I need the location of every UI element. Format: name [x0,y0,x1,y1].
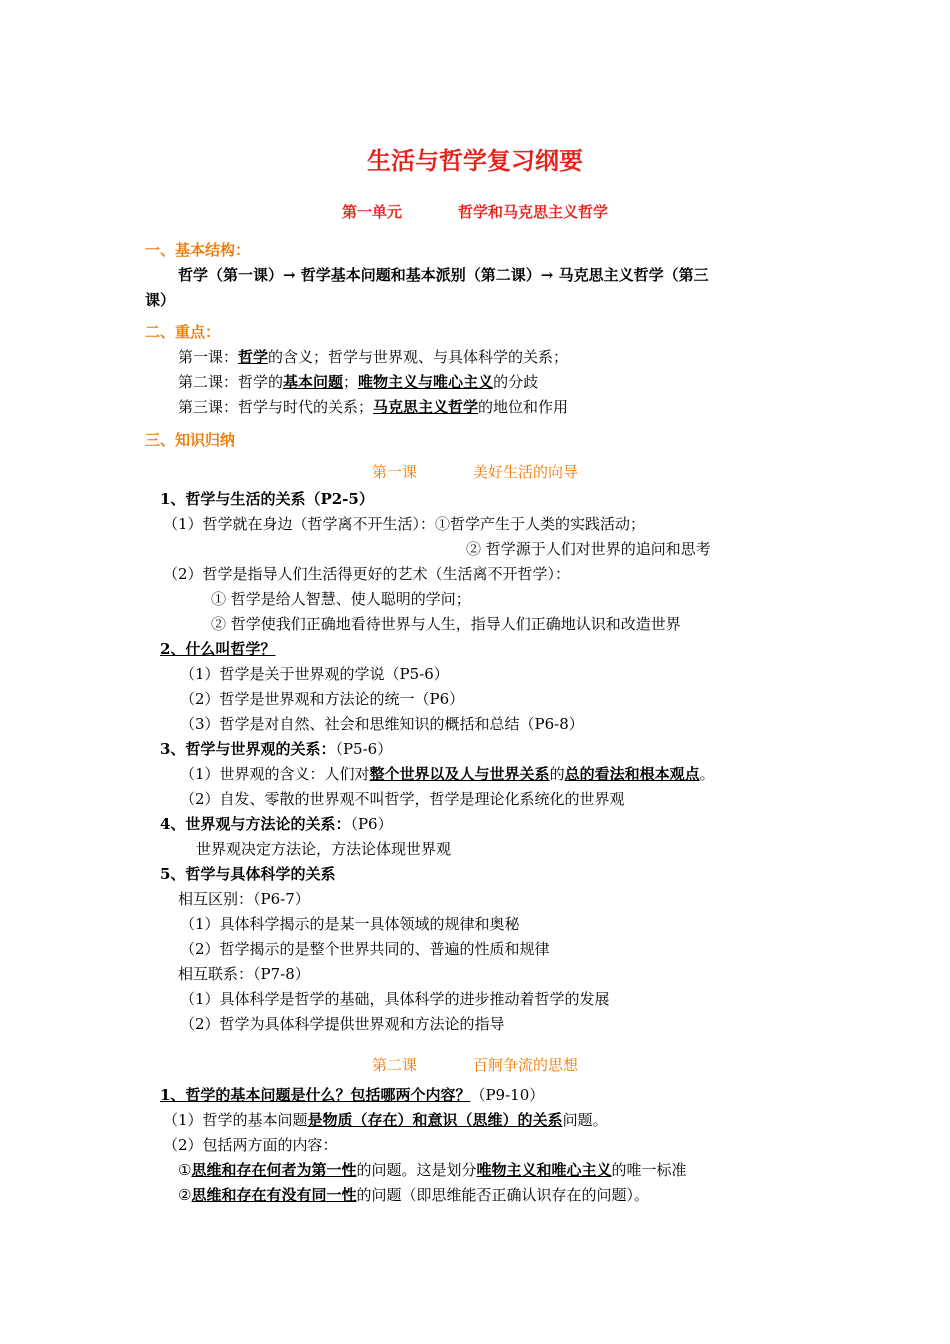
l1-q3-page: （P5-6） [335,740,393,758]
lesson1-heading [0,462,950,482]
l2-text: ② [178,1186,192,1204]
l1-q1-point1: （1）哲学就在身边（哲学离不开生活）：①哲学产生于人类的实践活动； [163,515,646,533]
q3-text: 的 [549,765,565,783]
l1-q4-text: 世界观决定方法论，方法论体现世界观 [196,840,452,858]
l2-term: 思维和存在何者为第一性 [191,1161,357,1179]
l1-q5-diff: 相互区别：（P6-7） [178,890,310,908]
lesson1-label: 第一课 [371,463,417,481]
l1-q1-title: 1、哲学与生活的关系（P2-5） [160,490,374,508]
l1-q1-point2a: ① 哲学是给人智慧、使人聪明的学问； [211,590,471,608]
key-term: 唯物主义与唯心主义 [358,373,494,391]
section1-heading: 一、基本结构： [145,241,251,259]
structure-line2: 课） [145,291,176,309]
q3-text: 。 [699,765,715,783]
l1-q4-title: 4、世界观与方法论的关系： [160,815,351,833]
key-point-3 [178,397,568,417]
lesson2-label: 第二课 [371,1056,417,1074]
key-text: 的分歧 [493,373,539,391]
key-text: 第三课：哲学与时代的关系； [178,398,374,416]
lesson2-heading [0,1055,950,1075]
l1-q1-point2b: ② 哲学使我们正确地看待世界与人生，指导人们正确地认识和改造世界 [211,615,681,633]
l2-term: 是物质（存在）和意识（思维）的关系 [307,1111,563,1129]
key-text: 第二课：哲学的 [178,373,284,391]
l1-q5-diff1: （1）具体科学揭示的是某一具体领域的规律和奥秘 [180,915,520,933]
lesson1-name: 美好生活的向导 [473,463,579,481]
unit-label: 第一单元 [341,203,402,221]
section2-heading: 二、重点： [145,323,221,341]
l1-q3-title: 3、哲学与世界观的关系： [160,740,336,758]
l2-q1-point1 [163,1110,608,1130]
l1-q4-title-line [160,814,393,834]
l1-q5-link1: （1）具体科学是哲学的基础，具体科学的进步推动着哲学的发展 [180,990,610,1008]
unit-heading [0,202,950,222]
l1-q1-point1b: ② 哲学源于人们对世界的追问和思考 [466,540,711,558]
l1-q2-item1: （1）哲学是关于世界观的学说（P5-6） [180,665,449,683]
l1-q1-point2: （2）哲学是指导人们生活得更好的艺术（生活离不开哲学）： [163,565,571,583]
key-point-1 [178,347,568,367]
l2-q1-point2: （2）包括两方面的内容： [163,1136,338,1154]
q3-text: （1）世界观的含义：人们对 [180,765,370,783]
section3-heading: 三、知识归纳 [145,431,236,449]
l2-term: 唯物主义和唯心主义 [476,1161,612,1179]
page-title: 生活与哲学复习纲要 [367,146,583,175]
l1-q2-title: 2、什么叫哲学？ [160,640,276,658]
l2-text: （1）哲学的基本问题 [163,1111,308,1129]
l1-q5-link: 相互联系：（P7-8） [178,965,310,983]
key-text: ； [343,373,359,391]
l2-text: 的问题。这是划分 [356,1161,477,1179]
l1-q5-title: 5、哲学与具体科学的关系 [160,865,336,883]
key-term: 马克思主义哲学 [373,398,479,416]
l2-text: 的问题（即思维能否正确认识存在的问题）。 [356,1186,649,1204]
l2-q1-page: （P9-10） [470,1086,545,1104]
key-term: 基本问题 [283,373,344,391]
lesson2-name: 百舸争流的思想 [473,1056,579,1074]
l1-q5-diff2: （2）哲学揭示的是整个世界共同的、普遍的性质和规律 [180,940,550,958]
l2-q1-title-line [160,1085,544,1105]
l2-text: 的唯一标准 [611,1161,687,1179]
structure-line1: 哲学（第一课）→ 哲学基本问题和基本派别（第二课）→ 马克思主义哲学（第三 [178,266,709,284]
l2-q1-title: 1、哲学的基本问题是什么？包括哪两个内容？ [160,1086,471,1104]
l2-text: 问题。 [562,1111,608,1129]
l2-q1-item-a [178,1160,687,1180]
q3-term: 总的看法和根本观点 [564,765,700,783]
key-point-2 [178,372,538,392]
l1-q2-item2: （2）哲学是世界观和方法论的统一（P6） [180,690,465,708]
q3-term: 整个世界以及人与世界关系 [369,765,550,783]
key-text: 的地位和作用 [478,398,569,416]
l1-q2-item3: （3）哲学是对自然、社会和思维知识的概括和总结（P6-8） [180,715,584,733]
unit-name: 哲学和马克思主义哲学 [458,203,609,221]
key-term: 哲学 [238,348,269,366]
l1-q3-item2: （2）自发、零散的世界观不叫哲学，哲学是理论化系统化的世界观 [180,790,625,808]
l1-q3-item1 [180,764,715,784]
l2-q1-item-b [178,1185,649,1205]
l2-term: 思维和存在有没有同一性 [191,1186,357,1204]
key-text: 第一课： [178,348,239,366]
l1-q4-page: （P6） [350,815,393,833]
l1-q5-link2: （2）哲学为具体科学提供世界观和方法论的指导 [180,1015,505,1033]
l2-text: ① [178,1161,192,1179]
key-text: 的含义；哲学与世界观、与具体科学的关系； [268,348,569,366]
l1-q3-title-line [160,739,392,759]
